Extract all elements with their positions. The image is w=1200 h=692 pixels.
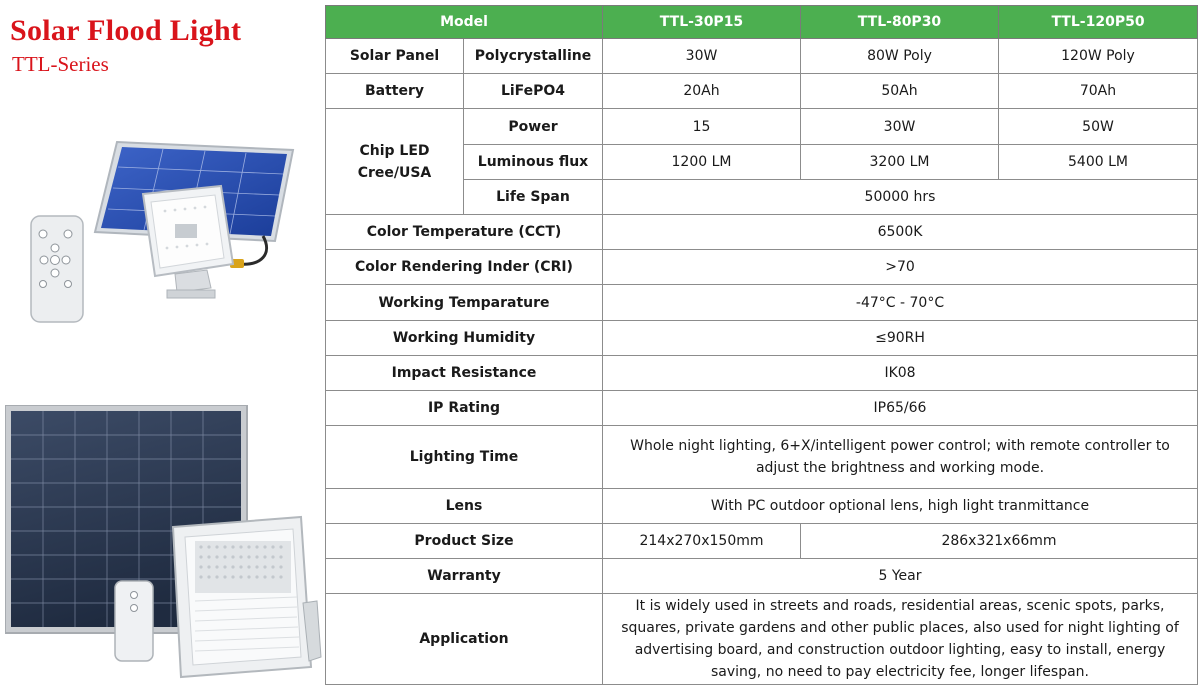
row-label: Solar Panel [326,39,464,74]
cell-value: 120W Poly [999,39,1198,74]
cell-value: 286x321x66mm [801,524,1198,559]
model-3-header: TTL-120P50 [999,6,1198,39]
product-image-top [25,136,300,326]
table-row [326,39,1198,74]
model-2-header: TTL-80P30 [801,6,999,39]
model-1-header: TTL-30P15 [603,6,801,39]
row-label: Warranty [326,559,603,594]
table-row [326,215,1198,250]
cell-value: 5 Year [603,559,1198,594]
cell-value: With PC outdoor optional lens, high light tranmittance [603,489,1198,524]
table-row [326,285,1198,321]
chip-led-line1: Chip LED [359,142,430,159]
row-sublabel: Polycrystalline [464,39,603,74]
page-title: Solar Flood Light [10,14,242,47]
row-label: Application [326,594,603,685]
table-row [326,489,1198,524]
chip-led-line2: Cree/USA [357,164,432,181]
cell-value: 30W [603,39,801,74]
table-row [326,109,1198,145]
table-row [326,321,1198,356]
row-label: Working Temparature [326,285,603,321]
row-label: Lighting Time [326,426,603,489]
cell-value: 50Ah [801,74,999,109]
row-sublabel: Power [464,109,603,145]
row-label: Lens [326,489,603,524]
row-label: Impact Resistance [326,356,603,391]
table-row [326,356,1198,391]
row-label: Battery [326,74,464,109]
cell-value: >70 [603,250,1198,285]
table-row [326,559,1198,594]
model-header: Model [326,6,603,39]
table-row [326,391,1198,426]
table-row [326,426,1198,489]
table-row [326,250,1198,285]
cell-value: 50W [999,109,1198,145]
cell-value: IP65/66 [603,391,1198,426]
product-image-bottom [5,405,323,685]
cell-value: 5400 LM [999,145,1198,180]
row-label: Color Temperature (CCT) [326,215,603,250]
cell-value: ≤90RH [603,321,1198,356]
header-row [326,6,1198,39]
cell-value: 80W Poly [801,39,999,74]
cell-value: 50000 hrs [603,180,1198,215]
cell-value: 1200 LM [603,145,801,180]
row-label: IP Rating [326,391,603,426]
cell-value: -47°C - 70°C [603,285,1198,321]
table-row [326,74,1198,109]
cell-value: 20Ah [603,74,801,109]
cell-value: 30W [801,109,999,145]
row-label: Working Humidity [326,321,603,356]
spec-table [325,5,1198,685]
row-sublabel: LiFePO4 [464,74,603,109]
row-label: Color Rendering Inder (CRI) [326,250,603,285]
row-sublabel: Life Span [464,180,603,215]
table-row [326,594,1198,685]
cell-value: It is widely used in streets and roads, residential areas, scenic spots, parks, squares, private gardens and other public places, also used for night lighting of advertising board, and construction outdoor lighting, easy to install, energy saving, no need to pay electricity fee, longer lifespan. [603,594,1198,685]
cell-value: IK08 [603,356,1198,391]
cell-value: 6500K [603,215,1198,250]
table-row [326,524,1198,559]
cell-value: 70Ah [999,74,1198,109]
cell-value: 15 [603,109,801,145]
chip-led-label [326,109,464,215]
page-subtitle: TTL-Series [12,52,109,76]
cell-value: Whole night lighting, 6+X/intelligent power control; with remote controller to adjust the brightness and working mode. [603,426,1198,489]
cell-value: 214x270x150mm [603,524,801,559]
row-label: Product Size [326,524,603,559]
cell-value: 3200 LM [801,145,999,180]
row-sublabel: Luminous flux [464,145,603,180]
